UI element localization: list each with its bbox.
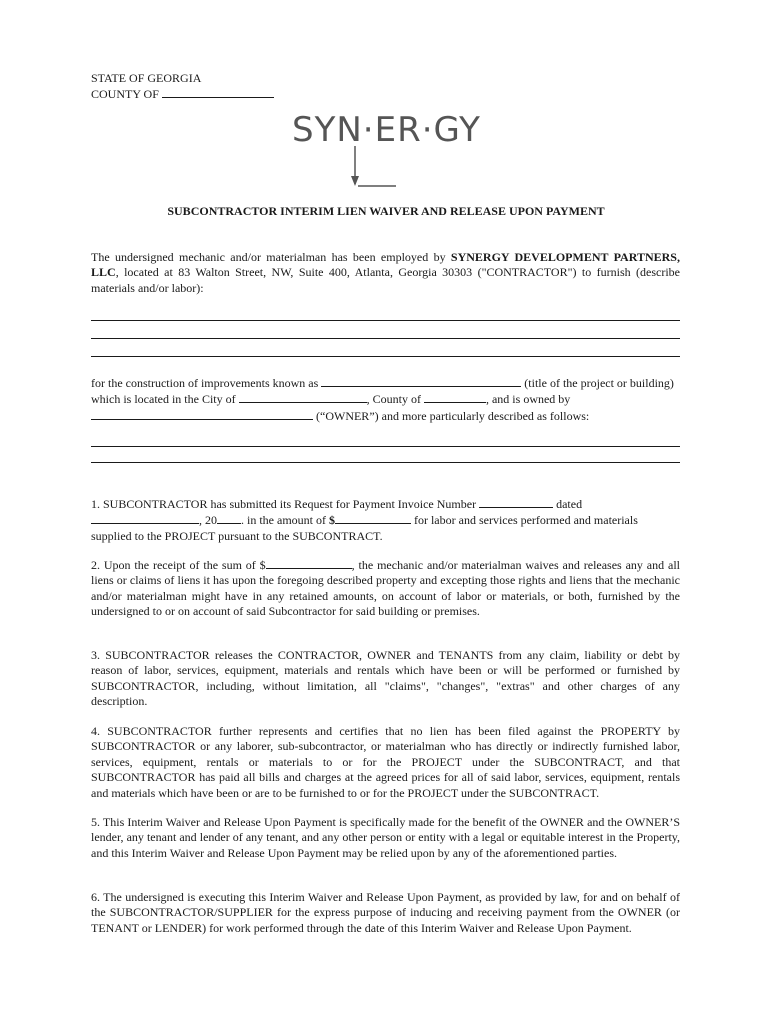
owner-blank[interactable]: [91, 408, 313, 420]
amount-blank[interactable]: [335, 512, 411, 524]
item1-text-b: dated: [553, 497, 583, 511]
county-blank[interactable]: [162, 86, 274, 98]
materials-line-1[interactable]: [91, 320, 680, 321]
state-line: STATE OF GEORGIA: [91, 71, 202, 85]
item1-text-d: . in the amount of: [241, 513, 329, 528]
project-title-blank[interactable]: [321, 375, 521, 387]
construction-text-c: , County of: [366, 392, 424, 407]
logo-arrow-icon: [292, 110, 482, 192]
company-name: SYNERGY DEVELOPMENT PARTNERS, LLC: [91, 250, 680, 280]
description-line-1[interactable]: [91, 446, 680, 447]
item-1: [91, 496, 680, 544]
synergy-logo: [292, 110, 482, 192]
construction-text-d: , and is owned by: [485, 392, 571, 407]
intro-text-2: , located at 83 Walton Street, NW, Suite 400, Atlanta, Georgia 30303 ("CONTRACTOR") to furnish (describe materials and/or labor):: [91, 265, 680, 295]
date-blank[interactable]: [91, 512, 199, 524]
header-block: [91, 70, 274, 102]
county-line: [91, 86, 274, 102]
county-field-blank[interactable]: [424, 391, 486, 403]
item2-text-a: 2. Upon the receipt of the sum of $: [91, 558, 266, 572]
item-2: [91, 557, 680, 620]
year-blank[interactable]: [217, 512, 241, 524]
item2-text-b: , the mechanic and/or materialman waives and releases any and all liens or claims of liens it has upon the foregoing described property and excepting those rights and liens that the mechanic and/or materialman might have in any retained amounts, on account of labor or materials, or both, furnished by the undersigned to or on account of said Subcontractor for said building or premises.: [91, 558, 681, 619]
invoice-number-blank[interactable]: [479, 496, 553, 508]
item-6: 6. The undersigned is executing this Interim Waiver and Release Upon Payment, as provided by law, for and on behalf of the SUBCONTRACTOR/SUPPLIER for the express purpose of inducing and receiving payment from the OWNER (or TENANT or LENDER) for work performed through the date of this Interim Waiver and Release Upon Payment.: [91, 890, 680, 935]
construction-paragraph: [91, 375, 680, 424]
item1-text-e: for labor and services performed and materials supplied to the PROJECT pursuant to the SUBCONTRACT.: [91, 513, 638, 543]
item-4: 4. SUBCONTRACTOR further represents and certifies that no lien has been filed against the PROPERTY by SUBCONTRACTOR or any laborer, sub-subcontractor, or materialman who has directly or indirectly furnished labor, services, equipment, rentals or materials to or for the PROJECT under the SUBCONTRACT, and that SUBCONTRACTOR has paid all bills and charges at the agreed prices for all of said labor, services, equipment, rentals and materials which have been or are to be furnished to or for the PROJECT under the SUBCONTRACT.: [91, 724, 680, 800]
materials-line-2[interactable]: [91, 338, 680, 339]
item-3: 3. SUBCONTRACTOR releases the CONTRACTOR, OWNER and TENANTS from any claim, liability or debt by reason of labor, services, equipment, materials and rentals which have been or will be performed or furnished by SUBCONTRACTOR, including, without limitation, all "claims", "changes", "extras" and other charges of any description.: [91, 648, 680, 709]
construction-text-e: (“OWNER”) and more particularly described as follows:: [313, 408, 590, 423]
intro-paragraph: [91, 250, 680, 296]
item1-text-c: , 20: [199, 513, 217, 528]
sum-blank[interactable]: [266, 557, 352, 569]
intro-text-1: The undersigned mechanic and/or materialman has been employed by: [91, 250, 451, 264]
document-title: SUBCONTRACTOR INTERIM LIEN WAIVER AND RELEASE UPON PAYMENT: [167, 204, 605, 218]
item-5: 5. This Interim Waiver and Release Upon Payment is specifically made for the benefit of the OWNER and the OWNER’S lender, any tenant and lender of any tenant, and any other person or entity with a legal or equitable interest in the Property, and this Interim Waiver and Release Upon Payment may be relied upon by any of the aforementioned parties.: [91, 815, 680, 860]
dollar-sign: $: [328, 513, 335, 528]
logo-text: SYN·ER·GY: [292, 110, 481, 150]
construction-text-b: (title of the project or building) which is located in the City of: [91, 376, 674, 407]
city-blank[interactable]: [239, 391, 367, 403]
construction-text-a: for the construction of improvements known as: [91, 376, 322, 390]
item1-text-a: 1. SUBCONTRACTOR has submitted its Request for Payment Invoice Number: [91, 497, 480, 511]
materials-line-3[interactable]: [91, 356, 680, 357]
county-label: COUNTY OF: [91, 87, 159, 101]
description-line-2[interactable]: [91, 462, 680, 463]
